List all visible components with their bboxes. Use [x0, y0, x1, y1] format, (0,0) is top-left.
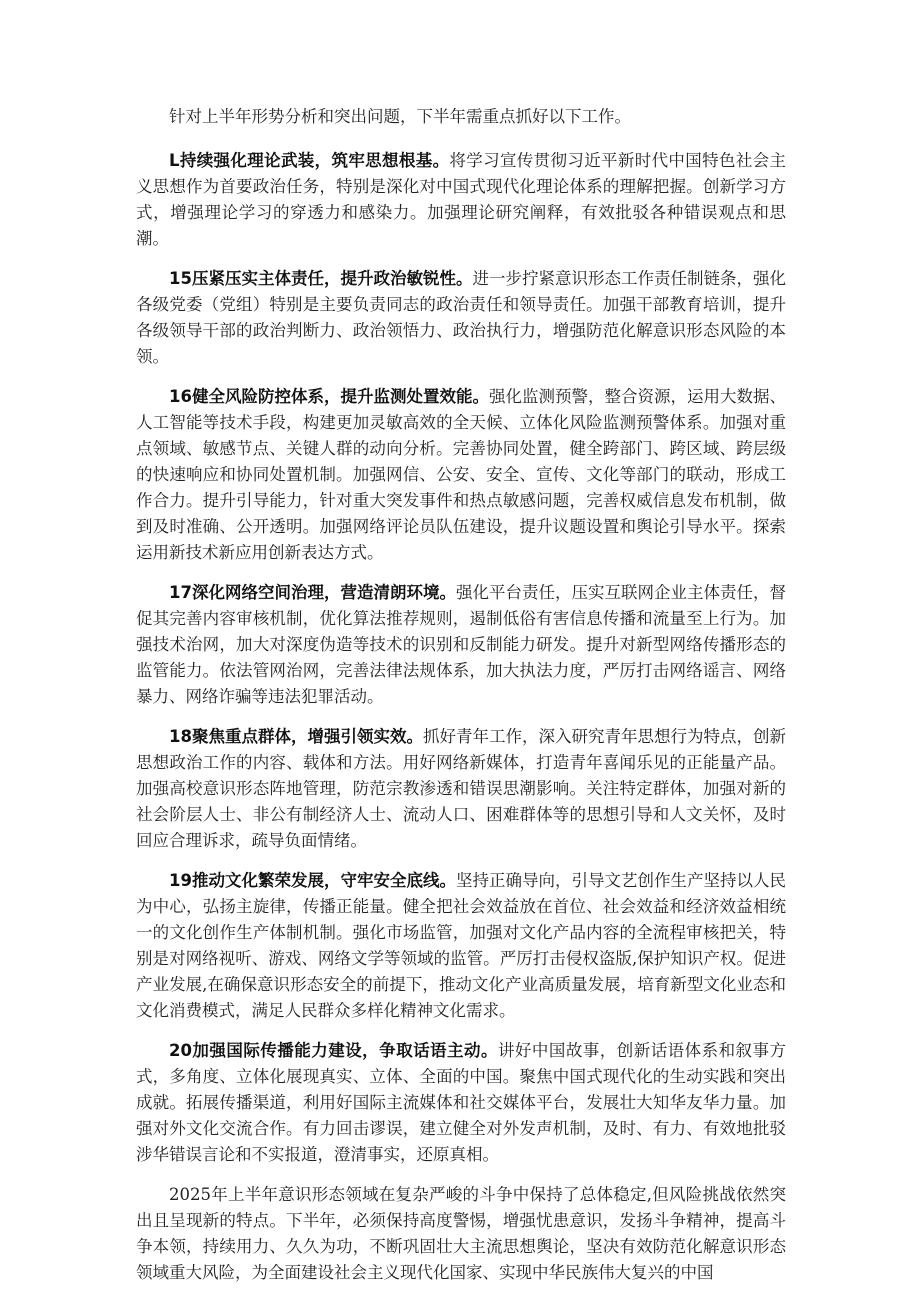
conclusion-paragraph: 2025年上半年意识形态领域在复杂严峻的斗争中保持了总体稳定,但风险挑战依然突出且呈现新的特点。下半年，必须保持高度警惕，增强忧患意识，发扬斗争精神，提高斗争本领，持续用力、久久为功，不断巩固壮大主流思想舆论，坚决有效防范化解意识形态领域重大风险，为全面建设社会主义现代化国家、实现中华民族伟大复兴的中国 — [136, 1185, 786, 1282]
section-heading: L持续强化理论武装，筑牢思想根基。 — [169, 151, 450, 170]
section-paragraph — [136, 266, 786, 370]
section-body: 强化平台责任，压实互联网企业主体责任，督促其完善内容审核机制，优化算法推荐规则，遏制低俗有害信息传播和流量至上行为。加强技术治网，加大对深度伪造等技术的识别和反制能力研发。提升对新型网络传播形态的监管能力。依法管网治网，完善法律法规体系，加大执法力度，严厉打击网络谣言、网络暴力、网络诈骗等违法犯罪活动。 — [136, 583, 787, 706]
section-paragraph — [136, 1038, 786, 1168]
section-paragraph — [136, 148, 786, 252]
section-body: 抓好青年工作，深入研究青年思想行为特点，创新思想政治工作的内容、载体和方法。用好网络新媒体，打造青年喜闻乐见的正能量产品。加强高校意识形态阵地管理，防范宗教渗透和错误思潮影响。关注特定群体，加强对新的社会阶层人士、非公有制经济人士、流动人口、困难群体等的思想引导和人文关怀，及时回应合理诉求，疏导负面情绪。 — [136, 727, 787, 850]
section-body: 将学习宣传贯彻习近平新时代中国特色社会主义思想作为首要政治任务，特别是深化对中国式现代化理论体系的理解把握。创新学习方式，增强理论学习的穿透力和感染力。加强理论研究阐释，有效批驳各种错误观点和思潮。 — [136, 151, 787, 248]
section-paragraph — [136, 580, 786, 710]
section-body: 坚持正确导向，引导文艺创作生产坚持以人民为中心，弘扬主旋律，传播正能量。健全把社会效益放在首位、社会效益和经济效益相统一的文化创作生产体制机制。强化市场监管，加强对文化产品内容的全流程审核把关，特别是对网络视听、游戏、网络文学等领域的监管。严厉打击侵权盗版,保护知识产权。促进产业发展,在确保意识形态安全的前提下，推动文化产业高质量发展，培育新型文化业态和文化消费模式，满足人民群众多样化精神文化需求。 — [136, 871, 787, 1020]
section-heading: 19推动文化繁荣发展，守牢安全底线。 — [169, 871, 456, 890]
section-body: 强化监测预警，整合资源，运用大数据、人工智能等技术手段，构建更加灵敏高效的全天候、立体化风险监测预警体系。加强对重点领域、敏感节点、关键人群的动向分析。完善协同处置，健全跨部门、跨区域、跨层级的快速响应和协同处置机制。加强网信、公安、安全、宣传、文化等部门的联动，形成工作合力。提升引导能力，针对重大突发事件和热点敏感问题，完善权威信息发布机制，做到及时准确、公开透明。加强网络评论员队伍建设，提升议题设置和舆论引导水平。探索运用新技术新应用创新表达方式。 — [136, 387, 786, 562]
intro-paragraph: 针对上半年形势分析和突出问题，下半年需重点抓好以下工作。 — [169, 107, 631, 126]
section-paragraph — [136, 384, 786, 566]
section-paragraph — [136, 868, 786, 1024]
section-heading: 15压紧压实主体责任，提升政治敏锐性。 — [169, 269, 473, 288]
section-heading: 18聚焦重点群体，增强引领实效。 — [169, 727, 423, 746]
section-body: 进一步拧紧意识形态工作责任制链条，强化各级党委（党组）特别是主要负责同志的政治责任和领导责任。加强干部教育培训，提升各级领导干部的政治判断力、政治领悟力、政治执行力，增强防范化解意识形态风险的本领。 — [136, 269, 787, 366]
section-heading: 20加强国际传播能力建设，争取话语主动。 — [169, 1041, 498, 1060]
section-heading: 17深化网络空间治理，营造清朗环境。 — [169, 583, 456, 602]
section-heading: 16健全风险防控体系，提升监测处置效能。 — [169, 387, 489, 406]
document-page — [136, 104, 786, 1300]
section-body: 讲好中国故事，创新话语体系和叙事方式，多角度、立体化展现真实、立体、全面的中国。聚焦中国式现代化的生动实践和突出成就。拓展传播渠道，利用好国际主流媒体和社交媒体平台，发展壮大知华友华力量。加强对外文化交流合作。有力回击谬误，建立健全对外发声机制，及时、有力、有效地批驳涉华错误言论和不实报道，澄清事实，还原真相。 — [136, 1041, 786, 1164]
section-paragraph — [136, 724, 786, 854]
